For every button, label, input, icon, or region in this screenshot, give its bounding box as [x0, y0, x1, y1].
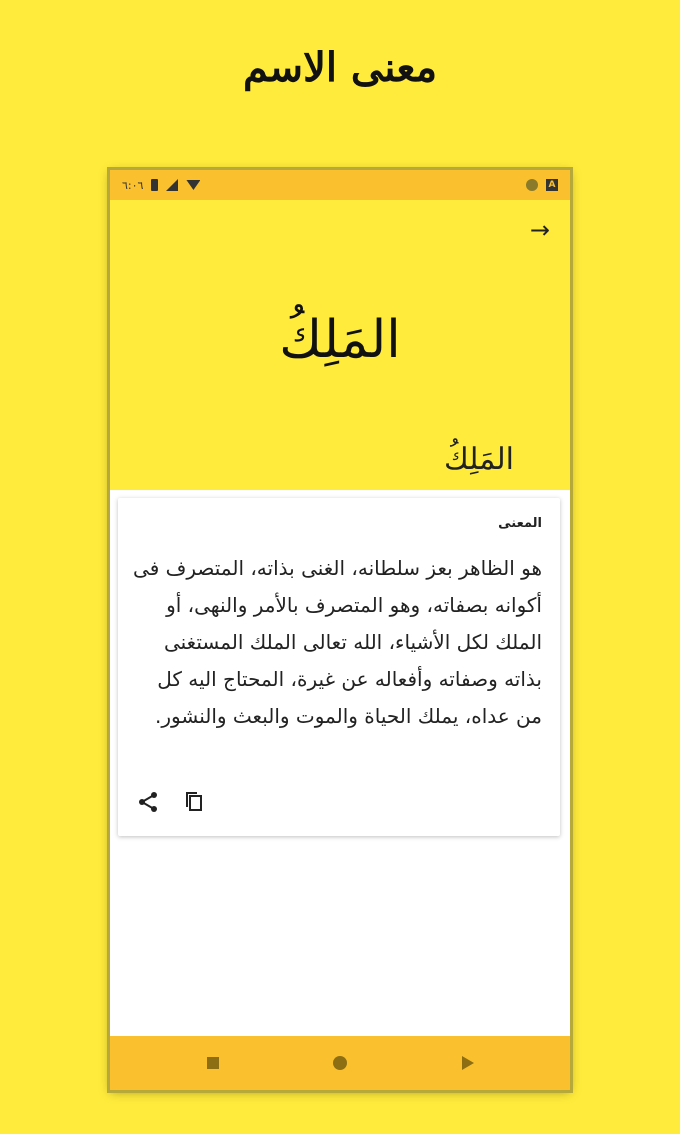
- dot-icon: [526, 179, 538, 191]
- navigation-bar: [110, 1036, 570, 1090]
- recent-apps-button[interactable]: [207, 1057, 219, 1069]
- phone-screen: [110, 170, 570, 1090]
- a-icon: A: [546, 179, 558, 191]
- meaning-label: المعنى: [498, 516, 542, 531]
- share-icon[interactable]: [136, 790, 160, 814]
- name-small: المَلِكُ: [443, 442, 514, 477]
- arrow-right-icon[interactable]: →: [529, 216, 550, 244]
- promo-title: معنى الاسم: [242, 44, 438, 91]
- name-large: المَلِكُ: [279, 310, 401, 370]
- name-header: [110, 200, 570, 490]
- status-time: ٦:٠٦: [122, 178, 144, 192]
- status-bar: [110, 170, 570, 200]
- battery-icon: [151, 179, 158, 191]
- wifi-icon: [186, 180, 200, 190]
- signal-icon: [166, 179, 178, 191]
- home-button[interactable]: [333, 1056, 347, 1070]
- meaning-card: [118, 498, 560, 836]
- copy-icon[interactable]: [182, 790, 206, 814]
- meaning-text: هو الظاهر بعز سلطانه، الغنى بذاته، المتصرف فى أكوانه بصفاته، وهو المتصرف بالأمر والنهى، أو الملك لكل الأشياء، الله تعالى الملك المستغنى بذاته وصفاته وأفعاله عن غيرة، المحتاج اليه كل من عداه، يملك الحياة والموت والبعث والنشور.: [133, 556, 542, 728]
- back-button[interactable]: [462, 1056, 474, 1070]
